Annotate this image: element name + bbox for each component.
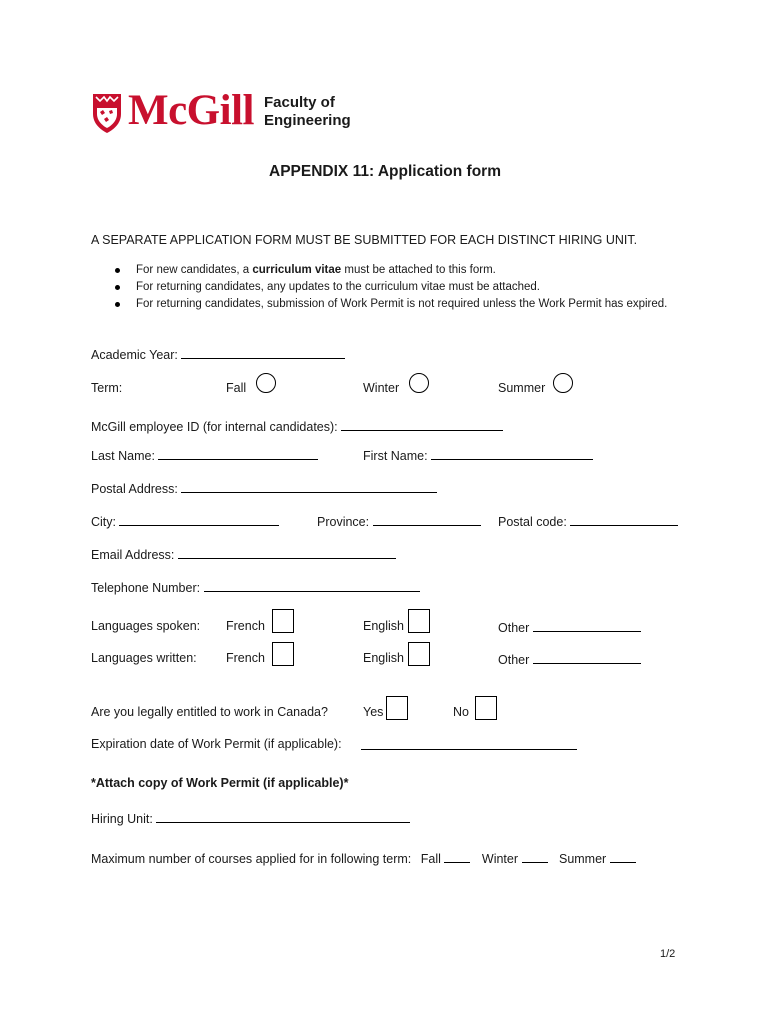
city-label: City:: [91, 515, 116, 529]
term-fall-label: Fall: [226, 381, 247, 395]
page-title: APPENDIX 11: Application form: [269, 163, 501, 180]
bullet-text: For returning candidates, any updates to the curriculum vitae must be attached.: [136, 281, 540, 293]
expiration-row: [361, 737, 577, 753]
spoken-other-label: Other: [498, 621, 530, 635]
email-label: Email Address:: [91, 548, 175, 562]
bullet-text: For returning candidates, submission of Work Permit is not required unless the Work Permit has expired.: [136, 298, 668, 310]
languages-written-label: Languages written:: [91, 651, 197, 665]
mcgill-crest-icon: [91, 92, 123, 137]
max-summer-field[interactable]: [610, 850, 636, 863]
postal-address-field[interactable]: [181, 480, 437, 493]
term-label: Term:: [91, 381, 123, 395]
bullet-bold-text: curriculum vitae: [252, 264, 342, 276]
term-summer-radio[interactable]: [553, 373, 573, 393]
bullet-text: must be attached to this form.: [341, 264, 496, 276]
instruction-list: [100, 262, 667, 313]
written-french-checkbox[interactable]: [272, 642, 294, 666]
academic-year-field[interactable]: [181, 346, 345, 359]
first-name-field[interactable]: [431, 447, 593, 460]
spoken-other-field[interactable]: [533, 619, 641, 632]
first-name-row: [363, 447, 593, 463]
postal-code-field[interactable]: [570, 513, 678, 526]
max-courses-row: [91, 850, 636, 866]
telephone-row: [91, 579, 420, 595]
entitled-yes-label: Yes: [363, 705, 384, 719]
languages-spoken-label: Languages spoken:: [91, 619, 201, 633]
written-other-row: [498, 651, 641, 667]
province-field[interactable]: [373, 513, 481, 526]
entitled-no-checkbox[interactable]: [475, 696, 497, 720]
attach-work-permit-note: *Attach copy of Work Permit (if applicable)*: [91, 776, 349, 790]
employee-id-row: [91, 418, 503, 434]
list-item: [100, 279, 667, 296]
last-name-row: [91, 447, 318, 463]
written-english-label: English: [363, 651, 404, 665]
max-courses-label: Maximum number of courses applied for in following term:: [91, 852, 412, 866]
term-winter-radio[interactable]: [409, 373, 429, 393]
academic-year-label: Academic Year:: [91, 348, 178, 362]
entitled-no-label: No: [453, 705, 469, 719]
province-label: Province:: [317, 515, 370, 529]
max-winter-field[interactable]: [522, 850, 548, 863]
written-other-field[interactable]: [533, 651, 641, 664]
max-fall-label: Fall: [420, 852, 441, 866]
postal-code-row: [498, 513, 678, 529]
city-row: [91, 513, 279, 529]
first-name-label: First Name:: [363, 449, 428, 463]
faculty-name: [264, 94, 351, 130]
faculty-line-2: Engineering: [264, 112, 351, 129]
written-other-label: Other: [498, 653, 530, 667]
faculty-line-1: Faculty of: [264, 94, 335, 111]
telephone-label: Telephone Number:: [91, 581, 201, 595]
max-fall-field[interactable]: [444, 850, 470, 863]
email-row: [91, 546, 396, 562]
spoken-english-label: English: [363, 619, 404, 633]
max-winter-label: Winter: [481, 852, 519, 866]
list-item: [100, 262, 667, 279]
hiring-unit-label: Hiring Unit:: [91, 812, 153, 826]
spoken-french-checkbox[interactable]: [272, 609, 294, 633]
expiration-label: Expiration date of Work Permit (if applicable):: [91, 737, 342, 751]
spoken-other-row: [498, 619, 641, 635]
list-item: [100, 296, 667, 313]
email-field[interactable]: [178, 546, 396, 559]
last-name-label: Last Name:: [91, 449, 155, 463]
spoken-french-label: French: [226, 619, 265, 633]
term-winter-label: Winter: [363, 381, 400, 395]
legally-entitled-label: Are you legally entitled to work in Canada?: [91, 705, 328, 719]
postal-code-label: Postal code:: [498, 515, 567, 529]
page-number: 1/2: [660, 948, 676, 960]
academic-year-row: [91, 346, 345, 362]
postal-address-label: Postal Address:: [91, 482, 178, 496]
max-summer-label: Summer: [558, 852, 607, 866]
employee-id-label: McGill employee ID (for internal candidates):: [91, 420, 338, 434]
hiring-unit-field[interactable]: [156, 810, 410, 823]
province-row: [317, 513, 481, 529]
employee-id-field[interactable]: [341, 418, 503, 431]
logo-wordmark: McGill: [128, 87, 254, 134]
term-summer-label: Summer: [498, 381, 546, 395]
entitled-yes-checkbox[interactable]: [386, 696, 408, 720]
telephone-field[interactable]: [204, 579, 420, 592]
written-french-label: French: [226, 651, 265, 665]
notice-text: A SEPARATE APPLICATION FORM MUST BE SUBMITTED FOR EACH DISTINCT HIRING UNIT.: [91, 233, 638, 247]
spoken-english-checkbox[interactable]: [408, 609, 430, 633]
term-fall-radio[interactable]: [256, 373, 276, 393]
last-name-field[interactable]: [158, 447, 318, 460]
city-field[interactable]: [119, 513, 279, 526]
written-english-checkbox[interactable]: [408, 642, 430, 666]
bullet-text: For new candidates, a: [136, 264, 253, 276]
expiration-field[interactable]: [361, 737, 577, 750]
hiring-unit-row: [91, 810, 410, 826]
postal-address-row: [91, 480, 437, 496]
